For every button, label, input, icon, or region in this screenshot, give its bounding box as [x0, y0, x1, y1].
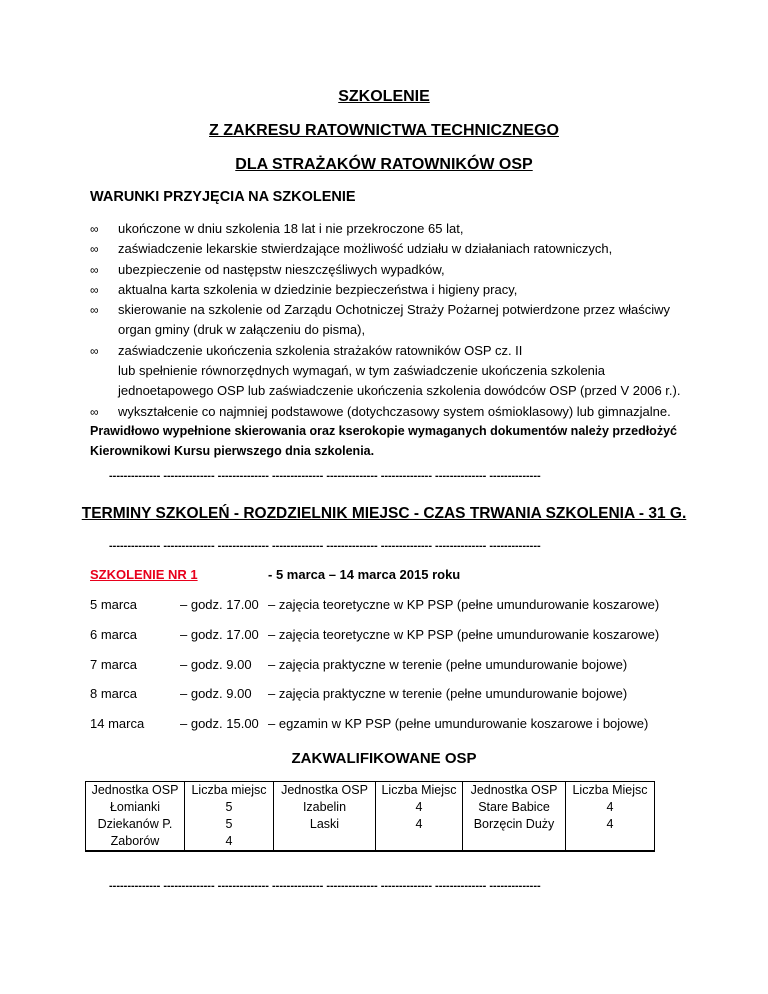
schedule-time: – godz. 9.00: [180, 657, 252, 672]
condition-text: ubezpieczenie od następstw nieszczęśliwych wypadków,: [118, 261, 445, 277]
conditions-list: [90, 219, 690, 422]
condition-item: [90, 219, 690, 239]
schedule-desc: – zajęcia teoretyczne w KP PSP (pełne umundurowanie koszarowe): [268, 627, 660, 642]
schedule-date: 6 marca: [90, 627, 137, 642]
bullet-icon: ∞: [90, 282, 99, 297]
terms-title: TERMINY SZKOLEŃ - ROZDZIELNIK MIEJSC - CZAS TRWANIA SZKOLENIA - 31 G.: [81, 505, 687, 522]
header-cell: Liczba miejsc: [191, 783, 267, 797]
schedule-desc: – egzamin w KP PSP (pełne umundurowanie koszarowe i bojowe): [268, 716, 649, 731]
bullet-icon: ∞: [90, 262, 99, 277]
table-cell: [566, 782, 655, 851]
title-line-1: SZKOLENIE: [338, 88, 430, 105]
condition-text: skierowanie na szkolenie od Zarządu Ochotniczej Straży Pożarnej potwierdzone przez właściwy organ gminy (druk w załączeniu do pisma),: [118, 302, 671, 338]
header-cell: Liczba Miejsc: [572, 783, 648, 797]
schedule-time: – godz. 15.00: [180, 716, 259, 731]
cell-values: Stare Babice Borzęcin Duży: [473, 800, 555, 831]
bullet-icon: ∞: [90, 303, 99, 318]
submission-note: Prawidłowo wypełnione skierowania oraz kserokopie wymaganych dokumentów należy przedłożyć Kierownikowi Kursu pierwszego dnia szkolenia.: [90, 424, 677, 458]
condition-item: [90, 239, 690, 259]
header-cell: Liczba Miejsc: [381, 783, 457, 797]
cell-values: 5 5 4: [225, 800, 233, 848]
table-cell: [185, 851, 274, 852]
qualified-title: ZAKWALIFIKOWANE OSP: [291, 750, 477, 767]
training-name: SZKOLENIE NR 1: [90, 567, 198, 582]
condition-item: [90, 341, 690, 402]
table-cell: [274, 851, 376, 852]
table-cell: [376, 851, 463, 852]
schedule-date: 8 marca: [90, 686, 137, 701]
separator-2: -------------- -------------- -------------- -------------- -------------- -------------- -------------- --------------: [109, 540, 541, 552]
schedule-date: 14 marca: [90, 716, 145, 731]
schedule-desc: – zajęcia praktyczne w terenie (pełne umundurowanie bojowe): [268, 657, 628, 672]
condition-text: ukończone w dniu szkolenia 18 lat i nie przekroczone 65 lat,: [118, 221, 464, 236]
qualified-table: [85, 781, 655, 852]
cell-values: 4 4: [606, 800, 614, 831]
condition-item: [90, 300, 690, 341]
title-line-2: Z ZAKRESU RATOWNICTWA TECHNICZNEGO: [209, 122, 559, 139]
schedule-time: – godz. 9.00: [180, 686, 252, 701]
table-cell: [566, 851, 655, 852]
cell-values: 4 4: [415, 800, 423, 831]
separator-3: -------------- -------------- -------------- -------------- -------------- -------------- -------------- --------------: [109, 880, 541, 892]
header-cell: Jednostka OSP: [281, 783, 368, 797]
condition-text: wykształcenie co najmniej podstawowe (dotychczasowy system ośmioklasowy) lub gimnazjalne.: [118, 403, 671, 419]
table-cell: [86, 851, 185, 852]
condition-text: aktualna karta szkolenia w dziedzinie bezpieczeństwa i higieny pracy,: [118, 281, 518, 297]
table-cell: [463, 851, 566, 852]
cell-values: Łomianki Dziekanów P. Zaborów: [97, 800, 173, 848]
table-cell: [185, 782, 274, 851]
schedule-date: 5 marca: [90, 597, 137, 612]
separator-1: -------------- -------------- -------------- -------------- -------------- -------------- -------------- --------------: [109, 470, 541, 482]
schedule-desc: – zajęcia teoretyczne w KP PSP (pełne umundurowanie koszarowe): [268, 597, 660, 612]
condition-text: zaświadczenie lekarskie stwierdzające możliwość udziału w działaniach ratowniczych,: [118, 241, 613, 257]
condition-text: zaświadczenie ukończenia szkolenia strażaków ratowników OSP cz. II lub spełnienie równorzędnych wymagań, w tym zaświadczenie ukończenia szkolenia jednoetapowego OSP lub zaświadczenie ukończenia szkolenia dowódców OSP (przed V 2006 r.).: [118, 342, 681, 399]
title-line-3: DLA STRAŻAKÓW RATOWNIKÓW OSP: [235, 156, 533, 173]
table-cell: [376, 782, 463, 851]
table-cell: [274, 782, 376, 851]
table-cell: [463, 782, 566, 851]
cell-values: Izabelin Laski: [302, 800, 347, 831]
schedule-time: – godz. 17.00: [180, 627, 259, 642]
condition-item: [90, 402, 690, 422]
condition-item: [90, 280, 690, 300]
header-cell: Jednostka OSP: [470, 783, 558, 797]
schedule-date: 7 marca: [90, 657, 137, 672]
schedule-desc: – zajęcia praktyczne w terenie (pełne umundurowanie bojowe): [268, 686, 628, 701]
bullet-icon: ∞: [90, 242, 99, 257]
training-range: - 5 marca – 14 marca 2015 roku: [268, 567, 461, 582]
table-row: [86, 851, 655, 852]
condition-item: [90, 260, 690, 280]
conditions-heading: WARUNKI PRZYJĘCIA NA SZKOLENIE: [90, 189, 356, 205]
table-cell: [86, 782, 185, 851]
bullet-icon: ∞: [90, 343, 99, 358]
schedule-time: – godz. 17.00: [180, 597, 259, 612]
bullet-icon: ∞: [90, 222, 99, 236]
table-row: [86, 782, 655, 851]
bullet-icon: ∞: [90, 404, 99, 419]
header-cell: Jednostka OSP: [91, 783, 179, 797]
